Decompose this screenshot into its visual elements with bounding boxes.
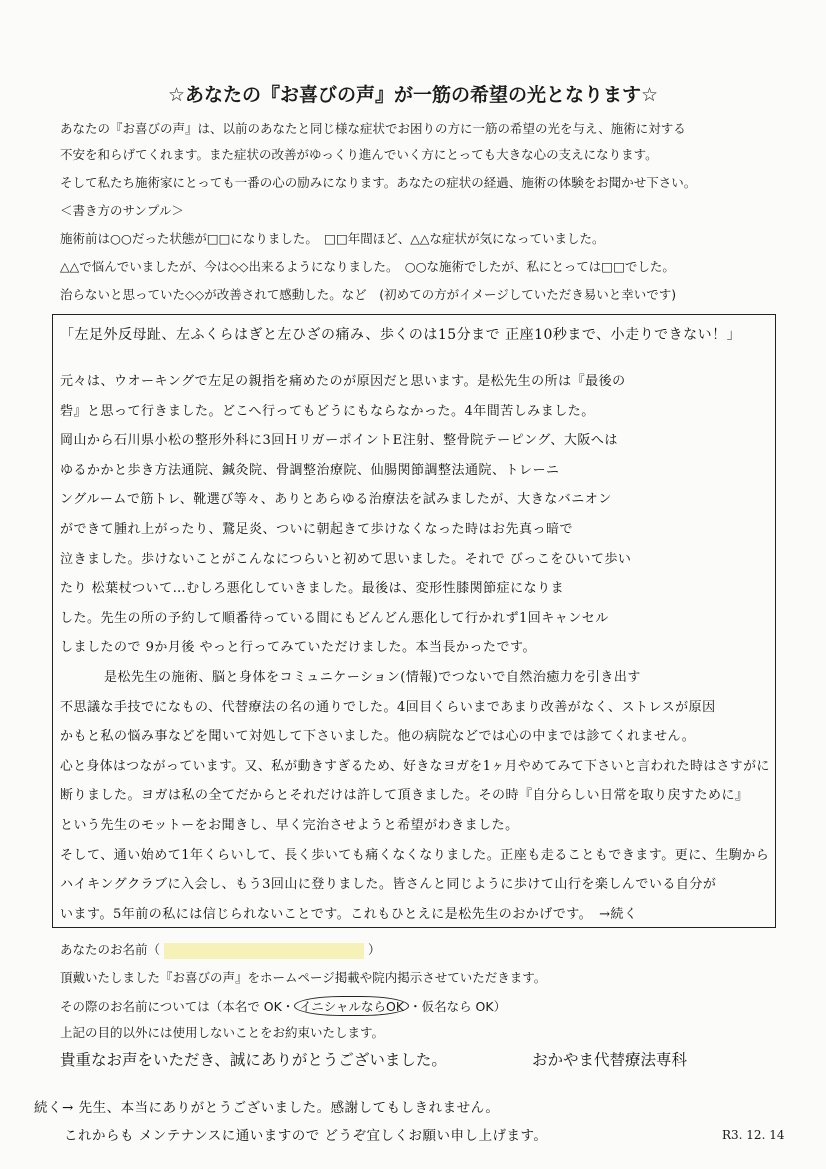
handwritten-line: しましたので 9か月後 やっと行ってみていただけました。本当長かったです。	[60, 640, 536, 656]
handwritten-line: います。5年前の私には信じられないことです。これもひとえに是松先生のおかげです。 →続く	[60, 906, 638, 922]
name-option-suffix: ・仮名なら OK）	[409, 999, 507, 1014]
handwritten-continued-2: これからも メンテナンスに通いますので どうぞ宜しくお願い申し上げます。	[64, 1128, 548, 1144]
handwritten-line: 砦』と思って行きました。どこへ行ってもどうにもならなかった。4年間苦しみました。	[60, 403, 595, 419]
handwritten-line: 岡山から石川県小松の整形外科に3回ＨリガーポイントE注射、整骨院テーピング、大阪へは	[60, 433, 618, 449]
intro-line-1: あなたの『お喜びの声』は、以前のあなたと同じ様な症状でお困りの方に一筋の希望の光を与え、施術に対する	[60, 121, 686, 136]
consent-text: 頂戴いたしました『お喜びの声』をホームページ掲載や院内掲示させていただきます。	[60, 970, 547, 985]
page-title: ☆あなたの『お喜びの声』が一筋の希望の光となります☆	[167, 84, 659, 106]
handwritten-continued-1: 続く→ 先生、本当にありがとうございました。感謝してもしきれません。	[34, 1100, 500, 1116]
handwritten-line: 心と身体はつながっています。又、私が動きすぎるため、好きなヨガを1ヶ月やめてみて下さいと言われた時はさすがに	[60, 758, 770, 774]
handwritten-line: ができて腫れ上がったり、鵞足炎、ついに朝起きて歩けなくなった時はお先真っ暗で	[60, 522, 574, 537]
handwritten-line: 是松先生の施術、脳と身体をコミュニケーション(情報)でつないで自然治癒力を引き出す	[104, 670, 641, 685]
name-label-open: あなたのお名前（	[60, 942, 161, 957]
sample-heading: ＜書き方のサンプル＞	[60, 203, 184, 218]
handwritten-line: ゆるかかと歩き方法通院、鍼灸院、骨調整治療院、仙腸関節調整法通院、トレーニ	[60, 462, 560, 478]
sample-line-1: 施術前は○○だった状態が□□になりました。 □□年間ほど、△△な症状が気になっていました。	[60, 231, 605, 246]
clinic-name: おかやま代替療法専科	[532, 1051, 688, 1069]
handwritten-line: 断りました。ヨガは私の全てだからとそれだけは許して頂きました。その時『自分らしい日常を取り戻すために』	[60, 788, 749, 804]
handwritten-line: かもと私の悩み事などを聞いて対処して下さいました。他の病院などでは心の中までは診てくれません。	[60, 729, 696, 745]
handwritten-line: そして、通い始めて1年くらいして、長く歩いても痛くなくなりました。正座も走ることもできます。更に、生駒から	[60, 847, 770, 863]
sample-line-2: △△で悩んでいましたが、今は◇◇出来るようになりました。 ○○な施術でしたが、私にとっては□□でした。	[60, 259, 675, 274]
name-label-close: ）	[368, 942, 381, 957]
handwritten-line: した。先生の所の予約して順番待っている間にもどんどん悪化して行かれず1回キャンセル	[60, 610, 609, 626]
handwritten-line: 不思議な手技でになもの、代替療法の名の通りでした。4回目くらいまであまり改善がなく、ストレスが原因	[60, 699, 716, 715]
name-options	[60, 996, 506, 1016]
name-field-row	[60, 940, 381, 959]
handwritten-date: R3. 12. 14	[722, 1128, 785, 1142]
sample-line-3: 治らないと思っていた◇◇が改善されて感動した。など (初めての方がイメージしていただき易いと幸いです)	[60, 287, 677, 302]
handwritten-line: 元々は、ウオーキングで左足の親指を痛めたのが原因だと思います。是松先生の所は『最後の	[60, 374, 626, 389]
name-option-initials-selected: イニシャルならOK	[294, 996, 409, 1016]
handwritten-line: たり 松葉杖ついて…むしろ悪化していきました。最後は、変形性膝関節症になりま	[60, 581, 565, 597]
purpose-text: 上記の目的以外には使用しないことをお約束いたします。	[60, 1025, 385, 1040]
handwritten-line: 泣きました。歩けないことがこんなにつらいと初めて思いました。それで びっこをひいて歩い	[60, 551, 632, 567]
handwritten-line: ングルームで筋トレ、靴選び等々、ありとあらゆる治療法を試みましたが、大きなバニオン	[60, 492, 612, 508]
handwritten-heading: 「左足外反母趾、左ふくらはぎと左ひざの痛み、歩くのは15分まで 正座10秒まで、小走りできない！」	[60, 327, 742, 343]
name-option-prefix: その際のお名前については（本名で OK・	[60, 999, 295, 1014]
handwritten-line: ハイキングクラブに入会し、もう3回山に登りました。皆さんと同じように歩けて山行を楽しんでいる自分が	[60, 877, 717, 893]
handwritten-line: という先生のモットーをお聞きし、早く完治させようと希望がわきました。	[60, 818, 519, 833]
name-field-redacted	[164, 943, 364, 959]
intro-line-3: そして私たち施術家にとっても一番の心の励みになります。あなたの症状の経過、施術の体験をお聞かせ下さい。	[60, 175, 697, 190]
intro-line-2: 不安を和らげてくれます。また症状の改善がゆっくり進んでいく方にとっても大きな心の支えになります。	[60, 147, 658, 162]
thanks-text: 貴重なお声をいただき、誠にありがとうございました。	[60, 1051, 447, 1069]
